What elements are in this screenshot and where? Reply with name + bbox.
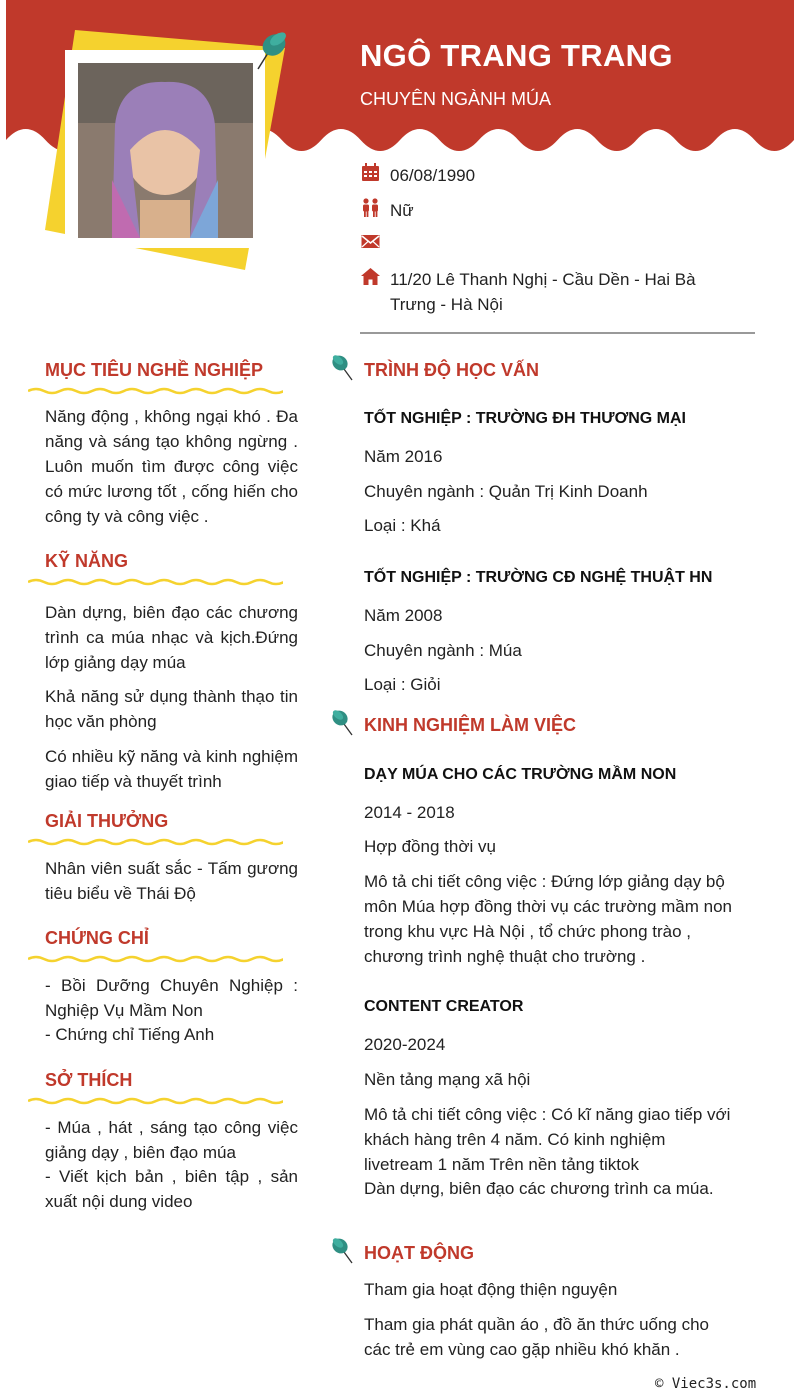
pushpin-icon — [330, 707, 356, 737]
skill-item: Dàn dựng, biên đạo các chương trình ca múa nhạc và kịch.Đứng lớp giảng dạy múa — [45, 603, 298, 672]
wave-divider — [28, 952, 283, 966]
home-icon — [360, 267, 380, 317]
gender-text: Nữ — [390, 201, 414, 220]
awards-text: Nhân viên suất sắc - Tấm gương tiêu biểu về Thái Độ — [45, 859, 298, 903]
job-role: CONTENT CREATOR — [364, 998, 524, 1015]
job-description: Mô tả chi tiết công việc : Có kĩ năng giao tiếp với khách hàng trên 4 năm. Có kinh nghiệm livetream 1 năm Trên nền tảng tiktok — [364, 1105, 731, 1174]
experience-heading: KINH NGHIỆM LÀM VIỆC — [364, 715, 577, 735]
activity-item: Tham gia phát quần áo , đồ ăn thức uống cho các trẻ em vùng cao gặp nhiều khó khăn . — [364, 1315, 710, 1359]
certificate-item: - Bồi Dưỡng Chuyên Nghiệp : Nghiệp Vụ Mầm Non — [45, 976, 298, 1020]
job-role: DẠY MÚA CHO CÁC TRƯỜNG MẦM NON — [364, 766, 677, 783]
certificate-item: - Chứng chỉ Tiếng Anh — [45, 1025, 215, 1044]
activities-heading: HOẠT ĐỘNG — [364, 1243, 474, 1263]
candidate-name: NGÔ TRANG TRANG — [360, 38, 673, 73]
education-school: TỐT NGHIỆP : TRƯỜNG ĐH THƯƠNG MẠI — [364, 410, 686, 427]
hobby-item: - Viết kịch bản , biên tập , sản xuất nội dung video — [45, 1167, 298, 1211]
divider — [360, 332, 755, 334]
pushpin-icon — [330, 352, 356, 382]
calendar-icon — [360, 163, 380, 188]
wave-divider — [28, 1094, 283, 1108]
contact-address — [360, 267, 720, 317]
education-grade: Loại : Khá — [364, 516, 441, 535]
education-major: Chuyên ngành : Múa — [364, 641, 522, 660]
skill-item: Khả năng sử dụng thành thạo tin học văn phòng — [45, 687, 298, 731]
education-heading: TRÌNH ĐỘ HỌC VẤN — [364, 360, 539, 380]
address-text: 11/20 Lê Thanh Nghị - Cầu Dền - Hai Bà Trưng - Hà Nội — [390, 270, 696, 314]
wave-divider — [28, 384, 283, 398]
contact-email — [360, 232, 720, 251]
objective-text: Năng động , không ngại khó . Đa năng và sáng tạo không ngừng . Luôn muốn tìm được công việc có mức lương tốt , cống hiến cho công ty và công việc . — [45, 407, 298, 526]
envelope-icon — [360, 232, 380, 251]
pushpin-icon — [330, 1235, 356, 1265]
wave-divider — [28, 575, 283, 589]
job-period: 2020-2024 — [364, 1035, 446, 1054]
activity-item: Tham gia hoạt động thiện nguyện — [364, 1280, 618, 1299]
footer-credit[interactable]: © Viec3s.com — [655, 1376, 757, 1392]
candidate-title: CHUYÊN NGÀNH MÚA — [360, 89, 552, 109]
job-company: Nền tảng mạng xã hội — [364, 1070, 531, 1089]
hobbies-heading: SỞ THÍCH — [45, 1070, 133, 1090]
birthday-text: 06/08/1990 — [390, 166, 476, 185]
education-major: Chuyên ngành : Quản Trị Kinh Doanh — [364, 482, 648, 501]
education-year: Năm 2016 — [364, 447, 443, 466]
people-icon — [360, 198, 380, 223]
skill-item: Có nhiều kỹ năng và kinh nghiệm giao tiếp và thuyết trình — [45, 747, 298, 791]
education-school: TỐT NGHIỆP : TRƯỜNG CĐ NGHỆ THUẬT HN — [364, 569, 713, 586]
job-period: 2014 - 2018 — [364, 803, 455, 822]
job-description: Dàn dựng, biên đạo các chương trình ca múa. — [364, 1179, 714, 1198]
job-description: Mô tả chi tiết công việc : Đứng lớp giảng dạy bộ môn Múa hợp đồng thời vụ các trường mầm non trong khu vực Hà Nội , tổ chức phong trào , chương trình nghệ thuật cho trường . — [364, 872, 732, 966]
education-year: Năm 2008 — [364, 606, 443, 625]
contact-gender — [360, 198, 720, 223]
awards-heading: GIẢI THƯỞNG — [45, 811, 169, 831]
certificates-heading: CHỨNG CHỈ — [45, 928, 149, 948]
wave-divider — [28, 835, 283, 849]
hobby-item: - Múa , hát , sáng tạo công việc giảng dạy , biên đạo múa — [45, 1118, 298, 1162]
pushpin-icon — [250, 25, 290, 73]
skills-heading: KỸ NĂNG — [45, 551, 129, 571]
objective-heading: MỤC TIÊU NGHỀ NGHIỆP — [45, 360, 264, 380]
email-text[interactable] — [390, 232, 720, 251]
contact-birthday — [360, 163, 720, 188]
job-company: Hợp đồng thời vụ — [364, 837, 496, 856]
education-grade: Loại : Giỏi — [364, 675, 441, 694]
